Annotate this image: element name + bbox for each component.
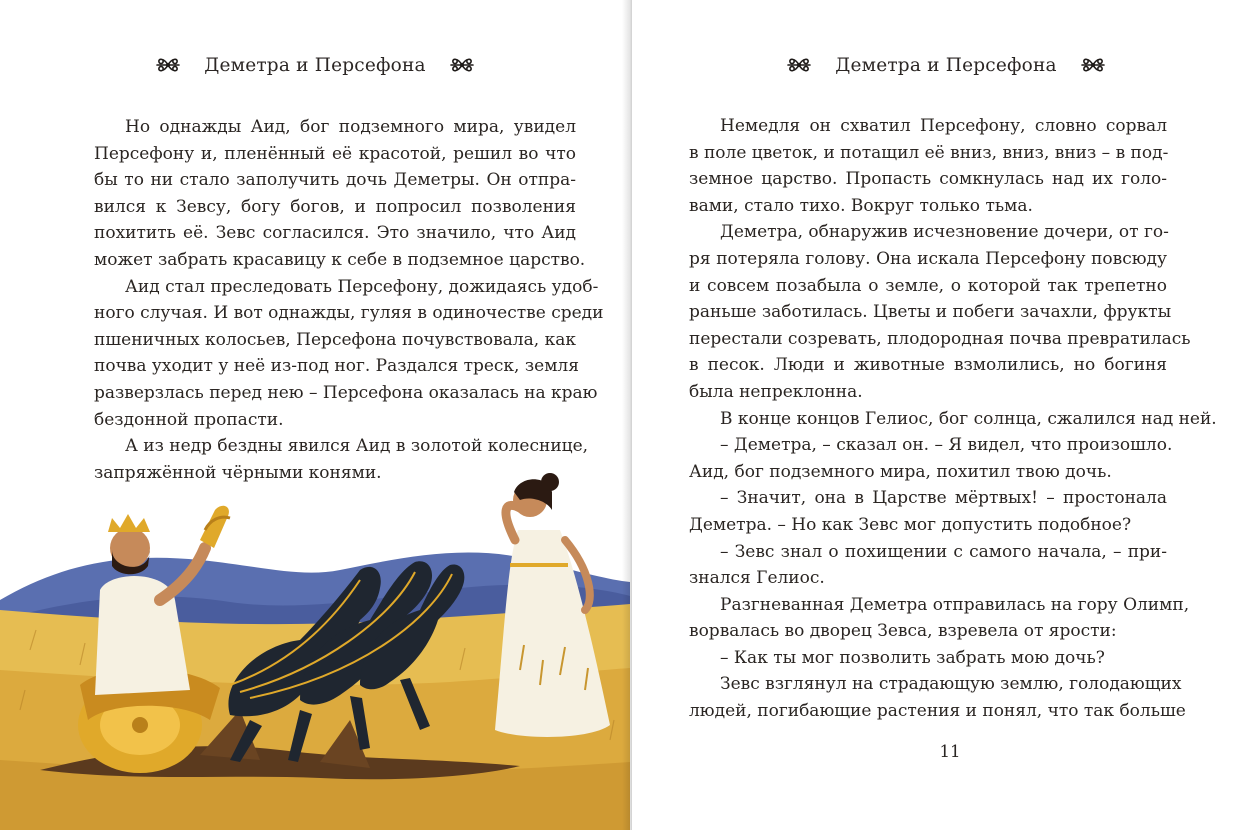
text-line: В конце концов Гелиос, бог солнца, сжалился над ней. [720,408,1217,429]
left-page-body-text [94,114,604,486]
page-header-title: Деметра и Персефона [204,54,426,76]
fleuron-ornament-icon [154,54,182,76]
text-line: знался Гелиос. [689,568,825,589]
right-page-header [632,54,1260,76]
text-line: – Значит, она в Царстве мёртвых! – простонала [720,488,1167,509]
fleuron-ornament-icon [1079,54,1107,76]
fleuron-ornament-icon [785,54,813,76]
text-line: и совсем позабыла о земле, о которой так трепетно [689,275,1167,296]
text-line: ря потеряла голову. Она искала Персефону повсюду [689,248,1167,269]
fleuron-ornament-icon [448,54,476,76]
text-line: бездонной пропасти. [94,409,284,430]
text-line: бы то ни стало заполучить дочь Деметры. Он отпра- [94,170,576,191]
right-page-body-text [689,113,1217,725]
text-line: была непреклонна. [689,381,863,402]
text-line: запряжённой чёрными конями. [94,462,382,483]
text-line: вами, стало тихо. Вокруг только тьма. [689,195,1033,216]
text-line: Деметра. – Но как Зевс мог допустить подобное? [689,514,1132,535]
left-page-header [0,54,630,76]
text-line: Деметра, обнаружив исчезновение дочери, от го- [720,222,1169,243]
text-line: Разгневанная Деметра отправилась на гору Олимп, [720,594,1190,615]
text-line: почва уходит у неё из-под ног. Раздался треск, земля [94,356,579,377]
text-line: Аид, бог подземного мира, похитил твою дочь. [689,461,1112,482]
hades-persephone-illustration [0,470,630,830]
text-line: – Зевс знал о похищении с самого начала, – при- [720,541,1167,562]
text-line: похитить её. Зевс согласился. Это значило, что Аид [94,223,576,244]
page-header-title: Деметра и Персефона [835,54,1057,76]
text-line: вился к Зевсу, богу богов, и попросил позволения [94,196,576,217]
text-line: Но однажды Аид, бог подземного мира, увидел [125,117,576,137]
text-line: раньше заботилась. Цветы и побеги зачахли, фрукты [689,302,1172,323]
text-line: – Как ты мог позволить забрать мою дочь? [720,647,1105,668]
text-line: разверзлась перед нею – Персефона оказалась на краю [94,382,598,403]
text-line: А из недр бездны явился Аид в золотой колеснице, [125,436,589,457]
text-line: Немедля он схватил Персефону, словно сорвал [720,116,1167,136]
text-line: – Деметра, – сказал он. – Я видел, что произошло. [720,435,1173,456]
text-line: земное царство. Пропасть сомкнулась над их голо- [689,169,1167,190]
text-line: в песок. Люди и животные взмолились, но богиня [689,355,1167,376]
right-page [632,0,1260,830]
text-line: перестали созревать, плодородная почва превратилась [689,328,1191,349]
page-number: 11 [939,742,961,761]
text-line: может забрать красавицу к себе в подземное царство. [94,249,586,270]
text-line: людей, погибающие растения и понял, что так больше [689,701,1186,722]
text-line: Зевс взглянул на страдающую землю, голодающих [720,674,1182,695]
text-line: в поле цветок, и потащил её вниз, вниз, вниз – в под- [689,142,1169,163]
text-line: ворвалась во дворец Зевса, взревела от ярости: [689,621,1117,642]
text-line: Персефону и, пленённый её красотой, решил во что [94,143,576,164]
text-line: Аид стал преследовать Персефону, дожидаясь удоб- [125,276,599,297]
text-line: ного случая. И вот однажды, гуляя в одиночестве среди [94,303,604,324]
text-line: пшеничных колосьев, Персефона почувствовала, как [94,329,576,350]
